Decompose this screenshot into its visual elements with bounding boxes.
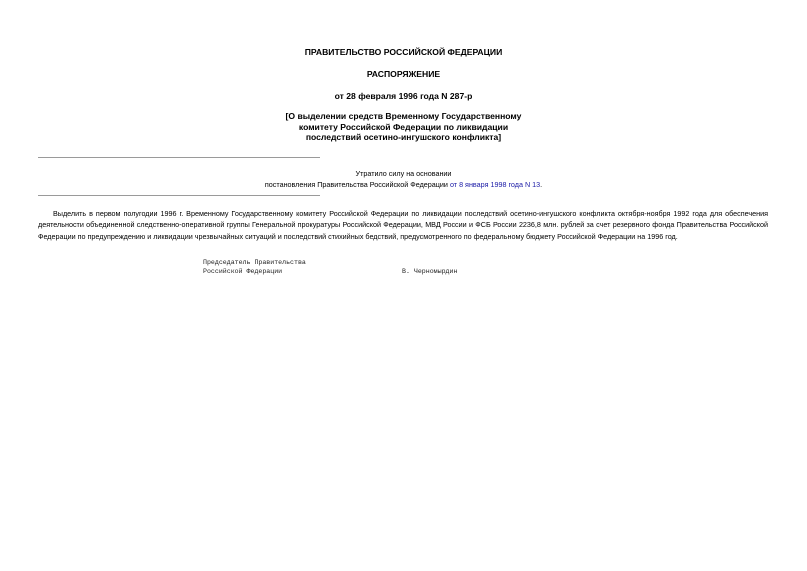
document-type-heading: РАСПОРЯЖЕНИЕ (366, 69, 441, 79)
signatory-position (203, 258, 306, 276)
title-line-1: [О выделении средств Временному Государственному (285, 111, 522, 121)
status-note (0, 168, 807, 190)
document-title (0, 111, 807, 143)
status-line-1: Утратило силу на основании (355, 169, 452, 178)
title-line-3: последствий осетино-ингушского конфликта] (305, 132, 502, 142)
status-line-2 (0, 179, 807, 190)
title-line-2: комитету Российской Федерации по ликвидации (298, 121, 509, 132)
government-heading: ПРАВИТЕЛЬСТВО РОССИЙСКОЙ ФЕДЕРАЦИИ (304, 47, 503, 57)
signatory-position-line-1: Председатель Правительства (203, 259, 306, 266)
document-date-number: от 28 февраля 1996 года N 287-р (334, 91, 473, 101)
repeal-decree-link[interactable]: от 8 января 1998 года N 13 (449, 180, 541, 189)
status-prefix: постановления Правительства Российской Федерации (264, 180, 450, 189)
divider-bottom (38, 195, 320, 196)
status-suffix: . (540, 180, 543, 189)
signatory-name: В. Черномырдин (402, 268, 458, 275)
signatory-position-line-2: Российской Федерации (203, 268, 283, 275)
order-paragraph: Выделить в первом полугодии 1996 г. Временному Государственному комитету Российской Федерации по ликвидации последствий осетино-ингушского конфликта октября-ноября 1992 года для обеспечения деятельности объединенной следственно-оперативной группы Генеральной прокуратуры Российской Федерации, МВД России и ФСБ России 2236,8 млн. рублей за счет резервного фонда Правительства Российской Федерации по предупреждению и ликвидации чрезвычайных ситуаций и последствий стихийных бедствий, предусмотренного по федеральному бюджету Российской Федерации на 1996 год. (38, 209, 768, 241)
divider-top (38, 157, 320, 158)
